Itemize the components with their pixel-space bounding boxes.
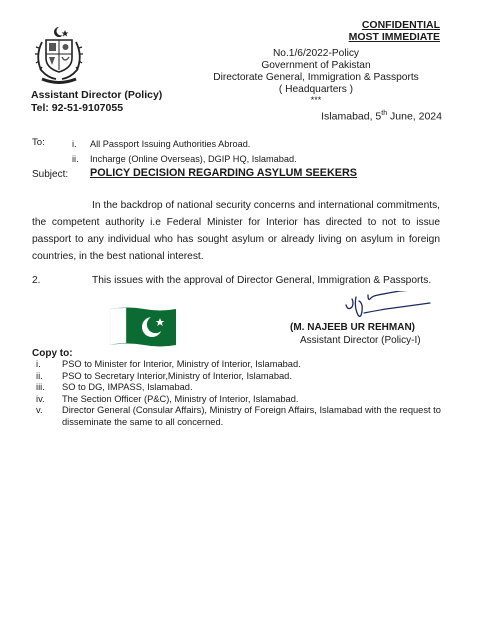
directorate-name: Directorate General, Immigration & Passports [213,72,419,83]
recipient-item: ii. Incharge (Online Overseas), DGIP HQ, Islamabad. [72,154,297,164]
signatory-name: (M. NAJEEB UR REHMAN) [290,322,415,333]
separator-stars: *** [310,95,322,105]
confidential-label: CONFIDENTIAL [361,19,440,31]
copy-to-item: iii. SO to DG, IMPASS, Islamabad. [36,382,193,393]
body-paragraph-1: In the backdrop of national security concerns and international commitments, the competent authority i.e Federal Minister for Interior has directed to not to issue passport to any individual who has sought asylum or already living on asylum in foreign countries, in the best national interest. [32,200,440,262]
government-name: Government of Pakistan [261,60,371,71]
paragraph-number: 2. [32,275,41,286]
priority-label: MOST IMMEDIATE [348,31,440,43]
signatory-title: Assistant Director (Policy-I) [300,335,421,346]
recipient-list [72,137,297,167]
copy-to-item: v. Director General (Consular Affairs), Ministry of Foreign Affairs, Islamabad with the request to disseminate the same to all concerned. [36,405,441,427]
reference-block [196,48,436,104]
copy-to-item: ii. PSO to Secretary Interior,Ministry of Interior, Islamabad. [36,370,292,381]
sender-block [31,89,162,114]
signature-icon [338,291,434,325]
copy-to-list [36,359,446,429]
subject-label: Subject: [32,169,69,180]
subject-text: POLICY DECISION REGARDING ASYLUM SEEKERS [90,167,357,179]
copy-to-item: i. PSO to Minister for Interior, Ministry of Interior, Islamabad. [36,359,301,369]
copy-to-item: iv. The Section Officer (P&C), Ministry of Interior, Islamabad. [36,393,299,404]
copy-to-label: Copy to: [32,348,73,359]
to-label: To: [32,137,45,148]
sender-telephone: Tel: 92-51-9107055 [31,101,124,114]
office-name: ( Headquarters ) [278,84,354,95]
state-emblem-icon [32,24,86,88]
reference-number: No.1/6/2022-Policy [272,48,360,59]
letter-date: Islamabad, 5th June, 2024 [321,110,442,123]
recipient-item: i. All Passport Issuing Authorities Abroad. [72,139,251,149]
sender-designation: Assistant Director (Policy) [31,89,163,101]
pakistan-flag-icon [108,305,178,349]
body-paragraph-2: 2. This issues with the approval of Director General, Immigration & Passports. [32,272,440,289]
classification-block [349,19,440,43]
